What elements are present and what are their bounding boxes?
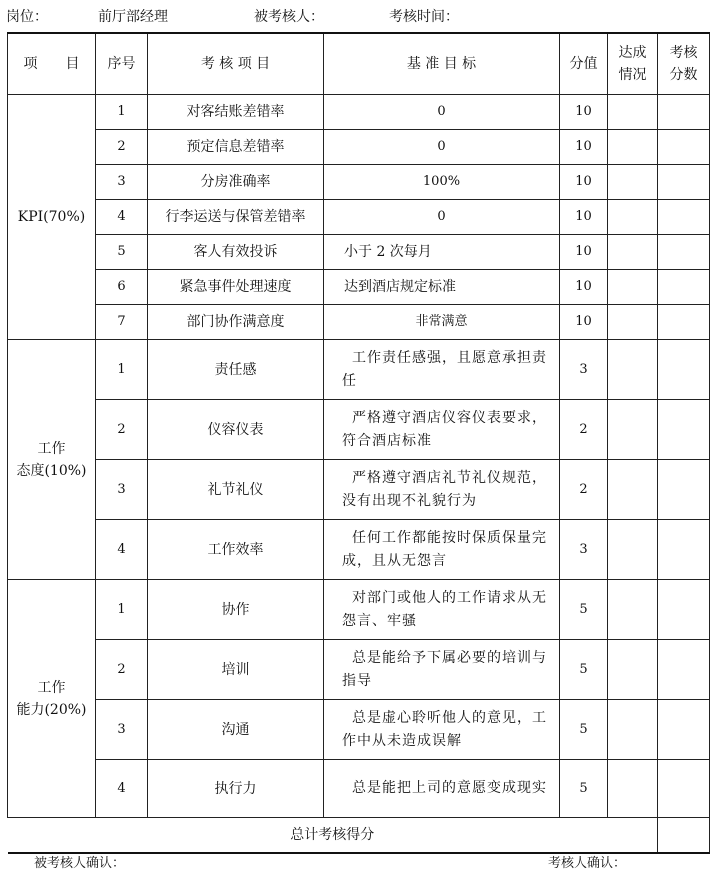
standard-cell: 0 <box>324 95 560 130</box>
result-score-input-cell[interactable] <box>658 130 710 165</box>
achievement-input-cell[interactable] <box>608 340 658 400</box>
table-row <box>8 95 710 130</box>
col-header-assess-item: 考 核 项 目 <box>148 33 324 95</box>
standard-cell: 小于 2 次每月 <box>324 235 560 270</box>
score-cell: 10 <box>560 235 608 270</box>
standard-cell: 任何工作都能按时保质保量完成，且从无怨言 <box>324 520 560 580</box>
group-name-line2: 态度(10%) <box>16 462 87 479</box>
score-cell: 10 <box>560 305 608 340</box>
achievement-input-cell[interactable] <box>608 130 658 165</box>
assess-item-cell: 预定信息差错率 <box>148 130 324 165</box>
table-row <box>8 200 710 235</box>
seq-cell: 1 <box>96 95 148 130</box>
assess-item-cell: 培训 <box>148 640 324 700</box>
assessment-time-label: 考核时间： <box>389 9 459 25</box>
result-score-input-cell[interactable] <box>658 305 710 340</box>
assess-item-cell: 紧急事件处理速度 <box>148 270 324 305</box>
group-name-line1: 工作 <box>37 679 66 696</box>
result-score-input-cell[interactable] <box>658 520 710 580</box>
result-line1: 考核 <box>669 45 698 61</box>
total-score-input-cell[interactable] <box>658 818 710 854</box>
achievement-line2: 情况 <box>618 67 647 83</box>
assess-item-cell: 对客结账差错率 <box>148 95 324 130</box>
seq-cell: 2 <box>96 640 148 700</box>
achievement-input-cell[interactable] <box>608 165 658 200</box>
result-score-input-cell[interactable] <box>658 640 710 700</box>
achievement-line1: 达成 <box>618 45 647 61</box>
achievement-input-cell[interactable] <box>608 760 658 818</box>
score-cell: 5 <box>560 760 608 818</box>
seq-cell: 4 <box>96 520 148 580</box>
assess-item-cell: 客人有效投诉 <box>148 235 324 270</box>
group-name-cell <box>8 580 96 818</box>
assessee-label: 被考核人： <box>254 9 324 25</box>
score-cell: 10 <box>560 200 608 235</box>
standard-cell: 非常满意 <box>324 305 560 340</box>
assessor-confirm-label: 考核人确认： <box>548 856 627 871</box>
assessment-table <box>7 32 710 854</box>
seq-cell: 1 <box>96 340 148 400</box>
achievement-input-cell[interactable] <box>608 520 658 580</box>
standard-cell: 100% <box>324 165 560 200</box>
score-cell: 10 <box>560 95 608 130</box>
seq-cell: 6 <box>96 270 148 305</box>
score-cell: 10 <box>560 130 608 165</box>
table-row <box>8 270 710 305</box>
assess-item-cell: 行李运送与保管差错率 <box>148 200 324 235</box>
table-row <box>8 130 710 165</box>
score-cell: 3 <box>560 520 608 580</box>
achievement-input-cell[interactable] <box>608 700 658 760</box>
table-row <box>8 235 710 270</box>
group-name-line1: KPI(70%) <box>17 209 86 225</box>
assess-item-cell: 沟通 <box>148 700 324 760</box>
table-row <box>8 700 710 760</box>
col-header-seq: 序号 <box>96 33 148 95</box>
position-value: 前厅部经理 <box>98 9 168 25</box>
standard-cell: 对部门或他人的工作请求从无怨言、牢骚 <box>324 580 560 640</box>
total-label: 总计考核得分 <box>8 818 658 854</box>
score-cell: 2 <box>560 460 608 520</box>
group-name-line1: 工作 <box>37 440 66 457</box>
result-score-input-cell[interactable] <box>658 580 710 640</box>
position-label: 岗位： <box>6 9 48 25</box>
group-name-line2: 能力(20%) <box>16 701 87 718</box>
seq-cell: 5 <box>96 235 148 270</box>
standard-cell: 严格遵守酒店仪容仪表要求，符合酒店标准 <box>324 400 560 460</box>
achievement-input-cell[interactable] <box>608 640 658 700</box>
score-cell: 2 <box>560 400 608 460</box>
score-cell: 10 <box>560 165 608 200</box>
result-score-input-cell[interactable] <box>658 340 710 400</box>
result-score-input-cell[interactable] <box>658 460 710 520</box>
seq-cell: 1 <box>96 580 148 640</box>
seq-cell: 4 <box>96 200 148 235</box>
col-header-item: 项 目 <box>8 33 96 95</box>
score-cell: 5 <box>560 640 608 700</box>
achievement-input-cell[interactable] <box>608 235 658 270</box>
standard-cell: 0 <box>324 130 560 165</box>
standard-cell: 达到酒店规定标准 <box>324 270 560 305</box>
achievement-input-cell[interactable] <box>608 95 658 130</box>
table-row <box>8 165 710 200</box>
assess-item-cell: 分房准确率 <box>148 165 324 200</box>
standard-cell: 0 <box>324 200 560 235</box>
standard-cell: 总是虚心聆听他人的意见，工作中从未造成误解 <box>324 700 560 760</box>
seq-cell: 3 <box>96 700 148 760</box>
achievement-input-cell[interactable] <box>608 200 658 235</box>
standard-cell: 工作责任感强，且愿意承担责任 <box>324 340 560 400</box>
achievement-input-cell[interactable] <box>608 305 658 340</box>
table-row <box>8 400 710 460</box>
seq-cell: 7 <box>96 305 148 340</box>
achievement-input-cell[interactable] <box>608 460 658 520</box>
table-row <box>8 580 710 640</box>
table-row <box>8 305 710 340</box>
col-header-result <box>658 33 710 95</box>
standard-cell: 总是能给予下属必要的培训与指导 <box>324 640 560 700</box>
table-row <box>8 760 710 818</box>
achievement-input-cell[interactable] <box>608 270 658 305</box>
col-header-standard: 基 准 目 标 <box>324 33 560 95</box>
score-cell: 5 <box>560 700 608 760</box>
assess-item-cell: 工作效率 <box>148 520 324 580</box>
seq-cell: 3 <box>96 165 148 200</box>
achievement-input-cell[interactable] <box>608 400 658 460</box>
score-cell: 5 <box>560 580 608 640</box>
result-score-input-cell[interactable] <box>658 700 710 760</box>
assess-item-cell: 协作 <box>148 580 324 640</box>
form-header <box>6 6 716 26</box>
result-score-input-cell[interactable] <box>658 760 710 818</box>
seq-cell: 2 <box>96 130 148 165</box>
group-name-cell <box>8 340 96 580</box>
total-row <box>8 818 710 854</box>
result-score-input-cell[interactable] <box>658 165 710 200</box>
table-header-row <box>8 33 710 95</box>
seq-cell: 3 <box>96 460 148 520</box>
result-score-input-cell[interactable] <box>658 235 710 270</box>
assess-item-cell: 部门协作满意度 <box>148 305 324 340</box>
standard-cell: 总是能把上司的意愿变成现实 <box>324 760 560 818</box>
table-row <box>8 460 710 520</box>
result-line2: 分数 <box>669 67 698 83</box>
assess-item-cell: 责任感 <box>148 340 324 400</box>
col-header-score: 分值 <box>560 33 608 95</box>
score-cell: 3 <box>560 340 608 400</box>
score-cell: 10 <box>560 270 608 305</box>
result-score-input-cell[interactable] <box>658 400 710 460</box>
seq-cell: 2 <box>96 400 148 460</box>
col-header-achievement <box>608 33 658 95</box>
result-score-input-cell[interactable] <box>658 200 710 235</box>
result-score-input-cell[interactable] <box>658 95 710 130</box>
seq-cell: 4 <box>96 760 148 818</box>
result-score-input-cell[interactable] <box>658 270 710 305</box>
table-row <box>8 640 710 700</box>
group-name-cell <box>8 95 96 340</box>
assess-item-cell: 礼节礼仪 <box>148 460 324 520</box>
achievement-input-cell[interactable] <box>608 580 658 640</box>
standard-cell: 严格遵守酒店礼节礼仪规范，没有出现不礼貌行为 <box>324 460 560 520</box>
assess-item-cell: 执行力 <box>148 760 324 818</box>
assess-item-cell: 仪容仪表 <box>148 400 324 460</box>
table-row <box>8 340 710 400</box>
assessee-confirm-label: 被考核人确认： <box>34 856 126 871</box>
table-row <box>8 520 710 580</box>
